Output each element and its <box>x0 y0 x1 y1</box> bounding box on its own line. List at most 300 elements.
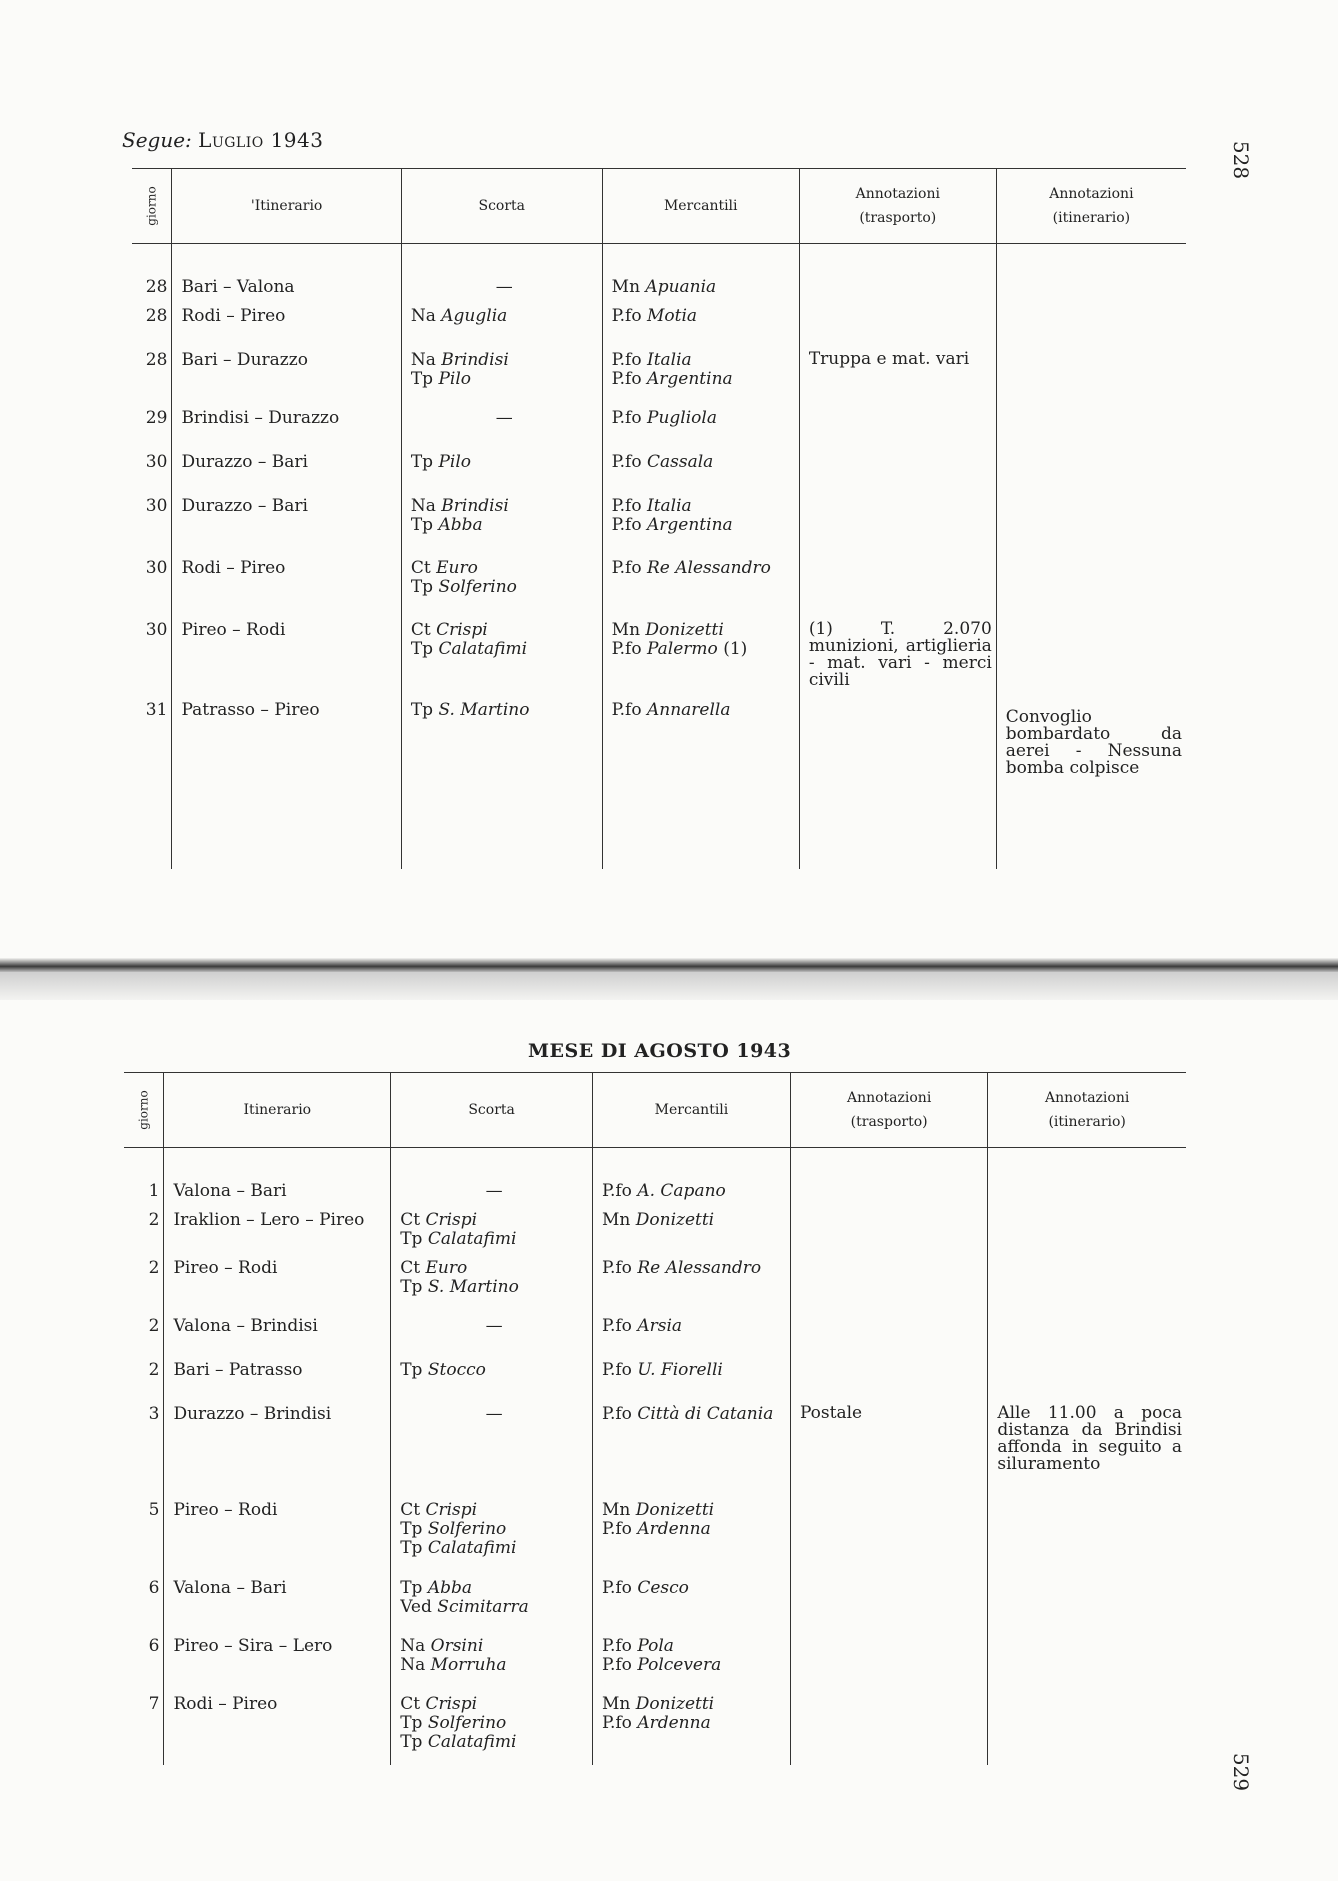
ship-type: P.fo <box>601 1181 632 1201</box>
ship-type: Tp <box>410 577 434 597</box>
ship-type: P.fo <box>611 515 642 535</box>
cell-annotazioni-itinerario <box>996 399 1186 443</box>
ship-type: P.fo <box>611 452 642 472</box>
cell-annotazioni-itinerario <box>988 1627 1186 1685</box>
ship-type: Na <box>400 1655 426 1675</box>
merchant-line <box>602 1695 786 1714</box>
cell-annotazioni-itinerario <box>988 1491 1186 1569</box>
cell-scorta <box>401 691 602 869</box>
ship-name: Argentina <box>647 369 733 389</box>
cell-annotazioni-trasporto <box>790 1627 987 1685</box>
ship-type: Mn <box>601 1210 631 1230</box>
table-row <box>132 611 1186 691</box>
table-row <box>124 1351 1186 1395</box>
merchant-line <box>612 559 795 578</box>
cell-scorta <box>401 297 602 341</box>
ship-type: P.fo <box>601 1360 632 1380</box>
cell-day: 7 <box>148 1694 160 1714</box>
cell-annotazioni-itinerario <box>996 443 1186 487</box>
cell-annotazioni-trasporto: Postale <box>790 1395 987 1491</box>
ship-type: Ved <box>400 1597 432 1617</box>
header-scorta: Scorta <box>401 169 602 244</box>
cell-itinerario: Bari – Durazzo <box>172 341 401 399</box>
ship-type: Mn <box>611 620 641 640</box>
ship-name: S. Martino <box>438 700 530 720</box>
ship-name: Euro <box>425 1258 468 1278</box>
escort-line <box>411 453 598 472</box>
ship-name: Donizetti <box>635 1694 715 1714</box>
table-row <box>124 1395 1186 1491</box>
ship-name: Calatafimi <box>427 1732 517 1752</box>
merchant-line <box>602 1405 786 1424</box>
ship-name: Crispi <box>425 1500 478 1520</box>
cell-mercantili <box>602 487 799 549</box>
merchant-line <box>602 1637 786 1656</box>
cell-annotazioni-itinerario <box>988 1685 1186 1765</box>
merchant-line <box>612 497 795 516</box>
table-row <box>132 297 1186 341</box>
ship-name: Calatafimi <box>427 1229 517 1249</box>
cell-annotazioni-itinerario <box>988 1569 1186 1627</box>
table-row <box>132 549 1186 611</box>
cell-itinerario: Bari – Valona <box>172 244 401 298</box>
ship-type: Na <box>410 350 436 370</box>
ship-type: Mn <box>601 1694 631 1714</box>
ship-name: Crispi <box>425 1694 478 1714</box>
merchant-line <box>602 1211 786 1230</box>
cell-annotazioni-trasporto <box>799 691 996 869</box>
escort-line <box>411 351 598 370</box>
cell-itinerario: Rodi – Pireo <box>172 549 401 611</box>
ship-name: Abba <box>438 515 483 535</box>
cell-annotazioni-trasporto <box>799 244 996 298</box>
cell-day: 28 <box>145 350 168 370</box>
cell-day: 2 <box>148 1210 160 1230</box>
cell-scorta <box>401 341 602 399</box>
escort-line <box>400 1405 588 1424</box>
cell-scorta <box>391 1249 593 1307</box>
header-giorno: giorno <box>124 1073 164 1148</box>
ship-type: Tp <box>410 700 434 720</box>
ship-name: Italia <box>647 350 692 370</box>
ship-type: P.fo <box>601 1404 632 1424</box>
cell-annotazioni-itinerario <box>996 341 1186 399</box>
ship-type: Ct <box>400 1500 421 1520</box>
ship-name: Cassala <box>647 452 714 472</box>
ship-type: — <box>485 1404 503 1424</box>
escort-line <box>400 1695 588 1714</box>
ship-type: Tp <box>400 1277 423 1297</box>
table-row <box>124 1569 1186 1627</box>
cell-scorta <box>401 443 602 487</box>
cell-scorta <box>391 1685 593 1765</box>
cell-scorta <box>401 611 602 691</box>
ship-name: Euro <box>436 558 478 578</box>
cell-annotazioni-trasporto <box>799 549 996 611</box>
merchant-line <box>602 1317 786 1336</box>
header-scorta: Scorta <box>391 1073 593 1148</box>
cell-itinerario: Valona – Brindisi <box>164 1307 391 1351</box>
running-head-prefix: Segue: <box>122 128 192 152</box>
cell-mercantili <box>592 1249 790 1307</box>
book-gutter-shadow <box>0 972 1338 1000</box>
cell-mercantili <box>602 297 799 341</box>
ship-type: P.fo <box>601 1578 632 1598</box>
cell-annotazioni-itinerario <box>988 1148 1186 1202</box>
table-row <box>132 399 1186 443</box>
cell-itinerario: Iraklion – Lero – Pireo <box>164 1201 391 1249</box>
ship-type: Tp <box>400 1713 423 1733</box>
cell-day: 30 <box>145 558 168 578</box>
ship-type: — <box>495 408 513 428</box>
ship-name: Polcevera <box>637 1655 722 1675</box>
header-mercantili: Mercantili <box>602 169 799 244</box>
cell-day: 28 <box>145 306 168 326</box>
cell-itinerario: Rodi – Pireo <box>172 297 401 341</box>
cell-day: 3 <box>148 1404 160 1424</box>
cell-annotazioni-trasporto <box>790 1148 987 1202</box>
merchant-line <box>602 1579 786 1598</box>
ship-name: Solferino <box>438 577 517 597</box>
merchant-line <box>612 307 795 326</box>
merchant-line <box>612 409 795 428</box>
ship-type: Tp <box>410 369 434 389</box>
ship-type: — <box>495 277 513 297</box>
cell-annotazioni-trasporto <box>790 1201 987 1249</box>
ship-name: U. Fiorelli <box>637 1360 723 1380</box>
cell-mercantili <box>592 1627 790 1685</box>
ship-name: Calatafimi <box>427 1538 517 1558</box>
cell-scorta <box>401 244 602 298</box>
ship-type: P.fo <box>601 1655 632 1675</box>
merchant-line <box>612 351 795 370</box>
header-annotazioni-trasporto: Annotazioni (trasporto) <box>790 1073 987 1148</box>
cell-scorta <box>391 1148 593 1202</box>
cell-annotazioni-itinerario <box>996 244 1186 298</box>
merchant-line <box>602 1520 786 1539</box>
ship-name: Solferino <box>427 1713 507 1733</box>
table-row <box>124 1491 1186 1569</box>
running-head-month: Luglio 1943 <box>198 128 324 152</box>
cell-scorta <box>391 1201 593 1249</box>
escort-line <box>400 1230 588 1249</box>
cell-day: 2 <box>148 1360 160 1380</box>
ship-type: Na <box>410 306 436 326</box>
header-mercantili: Mercantili <box>592 1073 790 1148</box>
table-row <box>124 1627 1186 1685</box>
ship-name: Brindisi <box>441 350 509 370</box>
cell-annotazioni-itinerario <box>988 1351 1186 1395</box>
merchant-line <box>612 278 795 297</box>
ship-name: Solferino <box>427 1519 507 1539</box>
escort-line <box>400 1539 588 1558</box>
ship-name: Donizetti <box>635 1210 715 1230</box>
ship-name: Cesco <box>637 1578 689 1598</box>
merchant-line <box>602 1501 786 1520</box>
cell-annotazioni-trasporto <box>799 443 996 487</box>
cell-mercantili <box>592 1201 790 1249</box>
ship-type: P.fo <box>601 1316 632 1336</box>
merchant-line <box>612 621 795 640</box>
table-row <box>132 341 1186 399</box>
cell-itinerario: Valona – Bari <box>164 1569 391 1627</box>
merchant-line <box>612 370 795 389</box>
escort-line <box>400 1501 588 1520</box>
escort-line <box>400 1211 588 1230</box>
ship-name: Pugliola <box>647 408 717 428</box>
cell-annotazioni-itinerario <box>988 1249 1186 1307</box>
cell-day: 30 <box>145 496 168 516</box>
july-convoy-table <box>132 168 1186 869</box>
escort-line <box>411 370 598 389</box>
cell-annotazioni-itinerario <box>988 1307 1186 1351</box>
cell-day: 2 <box>148 1258 160 1278</box>
ship-type: Mn <box>601 1500 631 1520</box>
ship-type: Tp <box>400 1360 423 1380</box>
escort-line <box>400 1361 588 1380</box>
ship-type: Ct <box>400 1258 421 1278</box>
ship-name: Morruha <box>430 1655 507 1675</box>
escort-line <box>411 307 598 326</box>
ship-name: Ardenna <box>637 1713 711 1733</box>
table-row <box>124 1685 1186 1765</box>
ship-type: P.fo <box>611 558 642 578</box>
ship-name: Pola <box>637 1636 674 1656</box>
merchant-line <box>602 1182 786 1201</box>
ship-type: Tp <box>400 1578 423 1598</box>
ship-name: Città di Catania <box>637 1404 774 1424</box>
cell-annotazioni-trasporto: (1) T. 2.070 munizioni, artiglieria - mat. vari - merci civili <box>799 611 996 691</box>
escort-line <box>400 1520 588 1539</box>
escort-line <box>411 578 598 597</box>
header-annotazioni-itinerario: Annotazioni (itinerario) <box>988 1073 1186 1148</box>
cell-annotazioni-trasporto <box>799 297 996 341</box>
cell-scorta <box>401 399 602 443</box>
cell-annotazioni-trasporto <box>790 1307 987 1351</box>
cell-mercantili <box>592 1685 790 1765</box>
book-gutter-fold <box>0 958 1338 972</box>
escort-line <box>411 278 598 297</box>
table-header-row <box>124 1073 1186 1148</box>
ship-type: Tp <box>410 515 434 535</box>
ship-type: Tp <box>410 639 434 659</box>
cell-day: 29 <box>145 408 168 428</box>
ship-type: P.fo <box>601 1713 632 1733</box>
ship-type: P.fo <box>611 350 642 370</box>
ship-type: Ct <box>400 1210 421 1230</box>
cell-mercantili <box>602 244 799 298</box>
cell-itinerario: Rodi – Pireo <box>164 1685 391 1765</box>
footnote-mark: (1) <box>723 639 748 659</box>
ship-name: Ardenna <box>637 1519 711 1539</box>
cell-mercantili <box>602 341 799 399</box>
cell-itinerario: Valona – Bari <box>164 1148 391 1202</box>
ship-name: Re Alessandro <box>637 1258 762 1278</box>
cell-mercantili <box>602 399 799 443</box>
ship-type: Na <box>400 1636 426 1656</box>
ship-type: P.fo <box>611 408 642 428</box>
cell-itinerario: Bari – Patrasso <box>164 1351 391 1395</box>
cell-itinerario: Durazzo – Brindisi <box>164 1395 391 1491</box>
cell-annotazioni-trasporto <box>790 1351 987 1395</box>
cell-itinerario: Patrasso – Pireo <box>172 691 401 869</box>
cell-annotazioni-itinerario: Alle 11.00 a poca distanza da Brindisi affonda in seguito a siluramento <box>988 1395 1186 1491</box>
ship-name: Pilo <box>438 369 472 389</box>
ship-type: — <box>485 1181 503 1201</box>
cell-annotazioni-trasporto <box>790 1491 987 1569</box>
cell-day: 5 <box>148 1500 160 1520</box>
ship-name: Brindisi <box>441 496 509 516</box>
ship-type: Ct <box>410 620 431 640</box>
cell-day: 1 <box>148 1181 160 1201</box>
merchant-line <box>612 701 795 720</box>
cell-itinerario: Pireo – Rodi <box>164 1249 391 1307</box>
ship-name: Pilo <box>438 452 472 472</box>
escort-line <box>411 409 598 428</box>
table-row <box>124 1148 1186 1202</box>
ship-type: Tp <box>400 1732 423 1752</box>
cell-annotazioni-itinerario: Convoglio bombardato da aerei - Nessuna bomba colpisce <box>996 691 1186 869</box>
escort-line <box>400 1714 588 1733</box>
ship-name: Palermo <box>647 639 718 659</box>
page-number-top: 528 <box>1229 140 1254 180</box>
escort-line <box>411 559 598 578</box>
header-annotazioni-trasporto: Annotazioni (trasporto) <box>799 169 996 244</box>
cell-mercantili <box>592 1491 790 1569</box>
ship-name: Annarella <box>647 700 731 720</box>
table-row <box>124 1201 1186 1249</box>
merchant-line <box>612 640 795 659</box>
ship-type: P.fo <box>611 639 642 659</box>
ship-type: P.fo <box>611 496 642 516</box>
ship-type: P.fo <box>611 369 642 389</box>
table-row <box>124 1249 1186 1307</box>
cell-scorta <box>391 1491 593 1569</box>
ship-name: Crispi <box>425 1210 478 1230</box>
header-annotazioni-itinerario: Annotazioni (itinerario) <box>996 169 1186 244</box>
cell-annotazioni-trasporto <box>790 1569 987 1627</box>
header-giorno: giorno <box>132 169 172 244</box>
merchant-line <box>602 1259 786 1278</box>
ship-type: Tp <box>410 452 434 472</box>
ship-type: Tp <box>400 1538 423 1558</box>
table-row <box>132 487 1186 549</box>
cell-annotazioni-trasporto: Truppa e mat. vari <box>799 341 996 399</box>
ship-type: Na <box>410 496 436 516</box>
cell-day: 28 <box>145 277 168 297</box>
cell-annotazioni-trasporto <box>799 399 996 443</box>
cell-itinerario: Pireo – Rodi <box>172 611 401 691</box>
escort-line <box>411 701 598 720</box>
cell-scorta <box>391 1351 593 1395</box>
ship-name: Abba <box>427 1578 473 1598</box>
running-head <box>122 128 323 152</box>
escort-line <box>400 1182 588 1201</box>
ship-name: Aguglia <box>441 306 508 326</box>
ship-name: Motia <box>647 306 698 326</box>
merchant-line <box>602 1361 786 1380</box>
cell-mercantili <box>592 1395 790 1491</box>
cell-annotazioni-itinerario <box>988 1201 1186 1249</box>
august-convoy-table <box>124 1072 1186 1765</box>
ship-type: P.fo <box>601 1636 632 1656</box>
cell-day: 6 <box>148 1636 160 1656</box>
cell-day: 6 <box>148 1578 160 1598</box>
cell-scorta <box>391 1395 593 1491</box>
escort-line <box>411 640 598 659</box>
cell-scorta <box>391 1307 593 1351</box>
escort-line <box>400 1317 588 1336</box>
cell-mercantili <box>592 1148 790 1202</box>
merchant-line <box>602 1656 786 1675</box>
ship-type: Tp <box>400 1519 423 1539</box>
cell-scorta <box>391 1569 593 1627</box>
table-row <box>132 691 1186 869</box>
cell-itinerario: Brindisi – Durazzo <box>172 399 401 443</box>
ship-type: Ct <box>410 558 431 578</box>
ship-type: Mn <box>611 277 641 297</box>
cell-mercantili <box>602 443 799 487</box>
merchant-line <box>612 453 795 472</box>
cell-day: 30 <box>145 452 168 472</box>
ship-name: Donizetti <box>635 1500 715 1520</box>
ship-name: Italia <box>647 496 692 516</box>
cell-scorta <box>391 1627 593 1685</box>
cell-annotazioni-trasporto <box>790 1249 987 1307</box>
ship-name: Donizetti <box>645 620 724 640</box>
ship-type: P.fo <box>601 1519 632 1539</box>
escort-line <box>400 1259 588 1278</box>
cell-day: 31 <box>145 700 168 720</box>
table-header-row <box>132 169 1186 244</box>
page-number-bottom: 529 <box>1229 1752 1254 1792</box>
ship-name: Calatafimi <box>438 639 528 659</box>
cell-itinerario: Durazzo – Bari <box>172 443 401 487</box>
cell-day: 2 <box>148 1316 160 1336</box>
ship-type: P.fo <box>601 1258 632 1278</box>
cell-mercantili <box>602 549 799 611</box>
ship-type: Ct <box>400 1694 421 1714</box>
cell-annotazioni-trasporto <box>790 1685 987 1765</box>
ship-name: S. Martino <box>427 1277 519 1297</box>
cell-mercantili <box>602 691 799 869</box>
escort-line <box>400 1278 588 1297</box>
escort-line <box>400 1598 588 1617</box>
cell-mercantili <box>592 1351 790 1395</box>
ship-name: Scimitarra <box>437 1597 529 1617</box>
cell-scorta <box>401 549 602 611</box>
ship-name: Arsia <box>637 1316 683 1336</box>
cell-annotazioni-itinerario <box>996 549 1186 611</box>
august-section-title: MESE DI AGOSTO 1943 <box>528 1040 792 1062</box>
header-itinerario: 'Itinerario <box>172 169 401 244</box>
escort-line <box>411 516 598 535</box>
table-row <box>132 443 1186 487</box>
cell-itinerario: Pireo – Rodi <box>164 1491 391 1569</box>
table-row <box>124 1307 1186 1351</box>
ship-name: Re Alessandro <box>647 558 771 578</box>
ship-name: Stocco <box>427 1360 486 1380</box>
escort-line <box>400 1637 588 1656</box>
table-row <box>132 244 1186 298</box>
escort-line <box>400 1579 588 1598</box>
ship-name: Orsini <box>430 1636 484 1656</box>
ship-name: Apuania <box>645 277 717 297</box>
ship-type: P.fo <box>611 700 642 720</box>
cell-annotazioni-itinerario <box>996 297 1186 341</box>
cell-scorta <box>401 487 602 549</box>
escort-line <box>411 497 598 516</box>
